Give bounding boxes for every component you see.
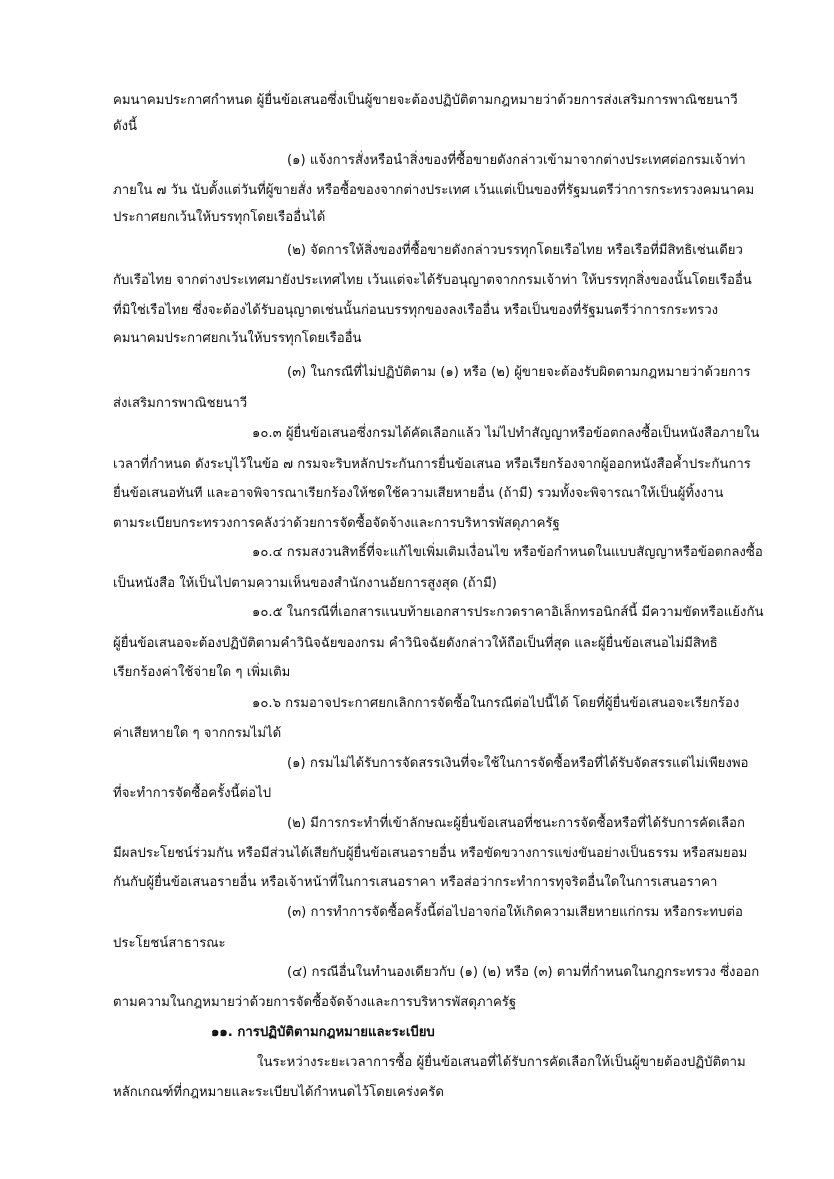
text-line: ๑๐.๔ กรมสงวนสิทธิ์ที่จะแก้ไขเพิ่มเติมเงื่อนไข หรือข้อกำหนดในแบบสัญญาหรือข้อตกลงซื้อ bbox=[252, 545, 763, 560]
text-line: (๔) กรณีอื่นในทำนองเดียวกับ (๑) (๒) หรือ (๓) ตามที่กำหนดในกฎกระทรวง ซึ่งออก bbox=[287, 965, 760, 980]
text-line: ตามความในกฎหมายว่าด้วยการจัดซื้อจัดจ้างและการบริหารพัสดุภาครัฐ bbox=[113, 995, 517, 1010]
text-line: ๑๐.๓ ผู้ยื่นข้อเสนอซึ่งกรมได้คัดเลือกแล้ว ไม่ไปทำสัญญาหรือข้อตกลงซื้อเป็นหนังสือภายใน bbox=[252, 426, 760, 441]
text-line: (๒) มีการกระทำที่เข้าลักษณะผู้ยื่นข้อเสนอที่ชนะการจัดซื้อหรือที่ได้รับการคัดเลือก bbox=[287, 816, 745, 831]
text-line: ที่จะทำการจัดซื้อครั้งนี้ต่อไป bbox=[113, 786, 272, 801]
text-line: ดังนี้ bbox=[113, 119, 138, 134]
text-line: ค่าเสียหายใด ๆ จากกรมไม่ได้ bbox=[113, 726, 282, 741]
text-line: (๓) การทำการจัดซื้อครั้งนี้ต่อไปอาจก่อให้เกิดความเสียหายแก่กรม หรือกระทบต่อ bbox=[287, 905, 743, 920]
text-line: ประโยชน์สาธารณะ bbox=[113, 936, 226, 951]
text-line: ๑๐.๖ กรมอาจประกาศยกเลิกการจัดซื้อในกรณีต่อไปนี้ได้ โดยที่ผู้ยื่นข้อเสนอจะเรียกร้อง bbox=[252, 696, 740, 711]
text-line: ที่มิใช่เรือไทย ซึ่งจะต้องได้รับอนุญาตเช่นนั้นก่อนบรรทุกของลงเรืออื่น หรือเป็นของที่รัฐมนตรีว่าการกระทรวง bbox=[113, 303, 719, 318]
text-line: (๑) กรมไม่ได้รับการจัดสรรเงินที่จะใช้ในการจัดซื้อหรือที่ได้รับจัดสรรแต่ไม่เพียงพอ bbox=[287, 756, 749, 771]
text-line: กันกับผู้ยื่นข้อเสนอรายอื่น หรือเจ้าหน้าที่ในการเสนอราคา หรือส่อว่ากระทำการทุจริตอื่นใดในการเสนอราคา bbox=[113, 875, 718, 890]
text-line: มีผลประโยชน์ร่วมกัน หรือมีส่วนได้เสียกับผู้ยื่นข้อเสนอรายอื่น หรือขัดขวางการแข่งขันอย่างเป็นธรรม หรือสมยอม bbox=[113, 846, 748, 861]
text-line: ในระหว่างระยะเวลาการซื้อ ผู้ยื่นข้อเสนอที่ได้รับการคัดเลือกให้เป็นผู้ขายต้องปฏิบัติตาม bbox=[257, 1055, 746, 1070]
text-line: ภายใน ๗ วัน นับตั้งแต่วันที่ผู้ขายสั่ง หรือซื้อของจากต่างประเทศ เว้นแต่เป็นของที่รัฐมนตรีว่าการกระทรวงคมนาคม bbox=[113, 183, 755, 198]
text-line: เป็นหนังสือ ให้เป็นไปตามความเห็นของสำนักงานอัยการสูงสุด (ถ้ามี) bbox=[113, 576, 497, 591]
text-line: ผู้ยื่นข้อเสนอจะต้องปฏิบัติตามคำวินิจฉัยของกรม คำวินิจฉัยดังกล่าวให้ถือเป็นที่สุด และผู้ยื่นข้อเสนอไม่มีสิทธิ bbox=[113, 636, 718, 651]
text-line: ยื่นข้อเสนอทันที และอาจพิจารณาเรียกร้องให้ชดใช้ความเสียหายอื่น (ถ้ามี) รวมทั้งจะพิจารณาให้เป็นผู้ทิ้งงาน bbox=[113, 486, 724, 501]
text-line: คมนาคมประกาศยกเว้นให้บรรทุกโดยเรืออื่น bbox=[113, 331, 362, 346]
text-line: คมนาคมประกาศกำหนด ผู้ยื่นข้อเสนอซึ่งเป็นผู้ขายจะต้องปฏิบัติตามกฎหมายว่าด้วยการส่งเสริมการพาณิชยนาวี bbox=[113, 93, 738, 108]
text-line: เรียกร้องค่าใช้จ่ายใด ๆ เพิ่มเติม bbox=[113, 665, 291, 680]
text-line: หลักเกณฑ์ที่กฎหมายและระเบียบได้กำหนดไว้โดยเคร่งครัด bbox=[113, 1085, 444, 1100]
text-line: (๓) ในกรณีที่ไม่ปฏิบัติตาม (๑) หรือ (๒) ผู้ขายจะต้องรับผิดตามกฎหมายว่าด้วยการ bbox=[287, 365, 751, 380]
section-heading: ๑๑. การปฏิบัติตามกฎหมายและระเบียบ bbox=[211, 1025, 435, 1040]
text-line: ส่งเสริมการพาณิชยนาวี bbox=[113, 396, 248, 411]
text-line: กับเรือไทย จากต่างประเทศมายังประเทศไทย เว้นแต่จะได้รับอนุญาตจากกรมเจ้าท่า ให้บรรทุกสิ่งของนั้นโดยเรืออื่น bbox=[113, 273, 752, 288]
text-line: (๒) จัดการให้สิ่งของที่ซื้อขายดังกล่าวบรรทุกโดยเรือไทย หรือเรือที่มีสิทธิเช่นเดียว bbox=[287, 243, 743, 258]
text-line: เวลาที่กำหนด ดังระบุไว้ในข้อ ๗ กรมจะริบหลักประกันการยื่นข้อเสนอ หรือเรียกร้องจากผู้ออกหนังสือค้ำประกันการ bbox=[113, 457, 751, 472]
text-line: ตามระเบียบกระทรวงการคลังว่าด้วยการจัดซื้อจัดจ้างและการบริหารพัสดุภาครัฐ bbox=[113, 516, 560, 531]
text-line: ๑๐.๕ ในกรณีที่เอกสารแนบท้ายเอกสารประกวดราคาอิเล็กทรอนิกส์นี้ มีความขัดหรือแย้งกัน bbox=[252, 605, 764, 620]
text-line: (๑) แจ้งการสั่งหรือนำสิ่งของที่ซื้อขายดังกล่าวเข้ามาจากต่างประเทศต่อกรมเจ้าท่า bbox=[287, 153, 746, 168]
text-line: ประกาศยกเว้นให้บรรทุกโดยเรืออื่นได้ bbox=[113, 210, 326, 225]
